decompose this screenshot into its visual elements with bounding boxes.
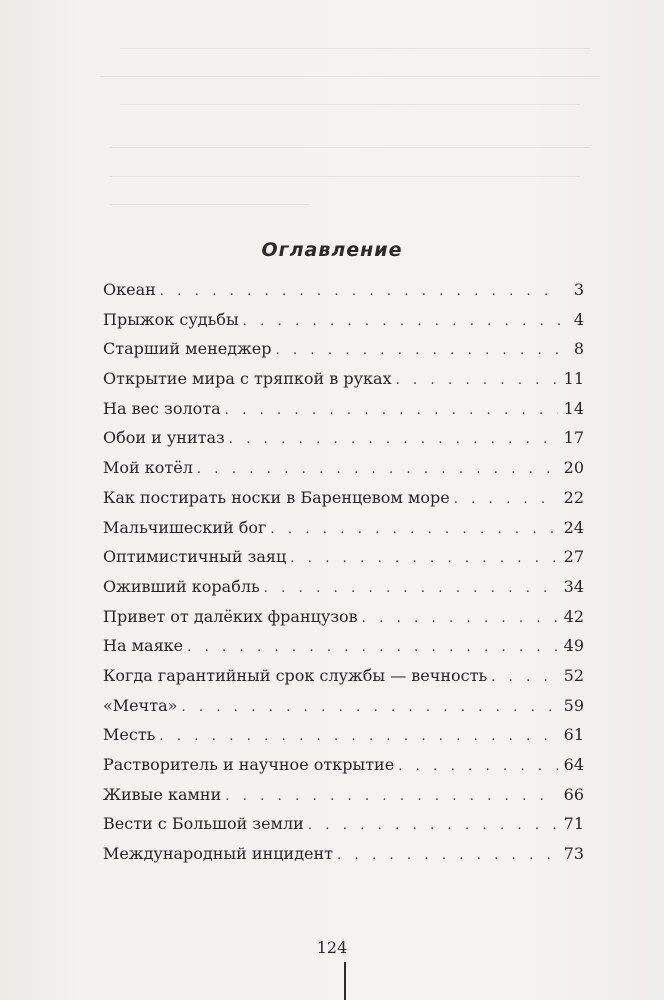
toc-entry[interactable] — [103, 631, 584, 661]
toc-entry[interactable] — [103, 394, 584, 424]
toc-entry-page: 3 — [573, 280, 584, 299]
toc-entry-title: Открытие мира с тряпкой в руках — [103, 369, 392, 389]
toc-entry[interactable] — [103, 661, 584, 691]
dot-leader — [308, 811, 558, 841]
toc-entry-page: 71 — [563, 814, 584, 834]
toc-entry-title: Старший менеджер — [103, 339, 272, 359]
toc-entry-page: 4 — [573, 309, 584, 329]
toc-entry-page: 64 — [563, 755, 584, 774]
dot-leader — [398, 752, 557, 782]
toc-entry-title: «Мечта» — [103, 695, 178, 715]
toc-entry[interactable] — [103, 453, 584, 483]
dot-leader — [396, 366, 558, 396]
toc-entry[interactable] — [103, 334, 584, 364]
dot-leader — [229, 425, 558, 455]
toc-entry[interactable] — [103, 750, 584, 780]
dot-leader — [270, 515, 557, 545]
toc-entry[interactable] — [103, 423, 584, 453]
contents-heading: Оглавление — [261, 238, 403, 261]
toc-entry-page: 42 — [563, 606, 584, 626]
dot-leader — [454, 485, 558, 515]
toc-entry-page: 22 — [563, 487, 584, 507]
toc-entry-page: 34 — [563, 576, 584, 596]
show-through-line — [110, 147, 590, 148]
toc-entry[interactable] — [103, 513, 584, 543]
toc-entry-title: Живые камни — [103, 784, 222, 804]
toc-entry-title: Мальчишеский бог — [103, 517, 267, 537]
toc-entry-page: 61 — [563, 725, 584, 745]
toc-entry-title: Растворитель и научное открытие — [103, 755, 395, 774]
dot-leader — [159, 722, 557, 752]
toc-entry-title: Как постирать носки в Баренцевом море — [103, 487, 450, 507]
show-through-line — [120, 104, 580, 105]
toc-entry-title: На маяке — [103, 636, 184, 656]
dot-leader — [243, 307, 562, 337]
toc-entry[interactable] — [103, 275, 584, 305]
toc-entry-page: 11 — [563, 369, 584, 389]
dot-leader — [225, 396, 558, 426]
toc-entry-title: Вести с Большой земли — [103, 814, 304, 834]
toc-entry-title: Океан — [103, 280, 156, 299]
toc-entry-title: Международный инцидент — [103, 844, 334, 864]
dot-leader — [160, 277, 562, 307]
toc-entry-page: 24 — [563, 517, 584, 537]
dot-leader — [187, 633, 558, 663]
dot-leader — [197, 455, 558, 485]
show-through-line — [120, 48, 590, 49]
toc-entry-title: Оживший корабль — [103, 576, 260, 596]
dot-leader — [276, 336, 563, 366]
toc-entry-title: Привет от далёких французов — [103, 606, 358, 626]
toc-entry-page: 14 — [563, 398, 584, 418]
toc-entry[interactable] — [103, 542, 584, 572]
dot-leader — [491, 663, 557, 693]
bookmark-ribbon — [344, 962, 346, 1000]
dot-leader — [264, 574, 558, 604]
toc-entry[interactable] — [103, 720, 584, 750]
toc-entry[interactable] — [103, 364, 584, 394]
toc-entry[interactable] — [103, 780, 584, 810]
toc-entry-page: 20 — [563, 458, 584, 478]
toc-entry[interactable] — [103, 691, 584, 721]
toc-entry[interactable] — [103, 305, 584, 335]
toc-entry-page: 49 — [563, 636, 584, 656]
toc-entry-page: 8 — [573, 339, 584, 359]
dot-leader — [181, 693, 557, 723]
toc-entry-page: 73 — [563, 844, 584, 864]
show-through-line — [100, 76, 600, 77]
toc-entry[interactable] — [103, 809, 584, 839]
toc-entry-title: На вес золота — [103, 398, 221, 418]
toc-entry-title: Прыжок судьбы — [103, 309, 239, 329]
dot-leader — [290, 544, 557, 574]
toc-entry-page: 66 — [563, 784, 584, 804]
toc-entry[interactable] — [103, 483, 584, 513]
dot-leader — [225, 782, 557, 812]
page-number: 124 — [316, 938, 348, 957]
toc-entry[interactable] — [103, 839, 584, 869]
toc-entry[interactable] — [103, 602, 584, 632]
dot-leader — [337, 841, 558, 871]
toc-entry-title: Мой котёл — [103, 458, 193, 478]
toc-entry-title: Месть — [103, 725, 156, 745]
toc-entry-page: 17 — [563, 428, 584, 448]
toc-entry-title: Когда гарантийный срок службы — вечность — [103, 665, 488, 685]
toc-entry[interactable] — [103, 572, 584, 602]
show-through-line — [110, 204, 310, 205]
toc-entry-page: 27 — [563, 547, 584, 567]
toc-entry-page: 59 — [563, 695, 584, 715]
toc-entry-title: Обои и унитаз — [103, 428, 225, 448]
toc-entry-page: 52 — [563, 665, 584, 685]
dot-leader — [362, 604, 558, 634]
table-of-contents — [103, 275, 584, 869]
show-through-line — [110, 176, 580, 177]
toc-entry-title: Оптимистичный заяц — [103, 547, 287, 567]
